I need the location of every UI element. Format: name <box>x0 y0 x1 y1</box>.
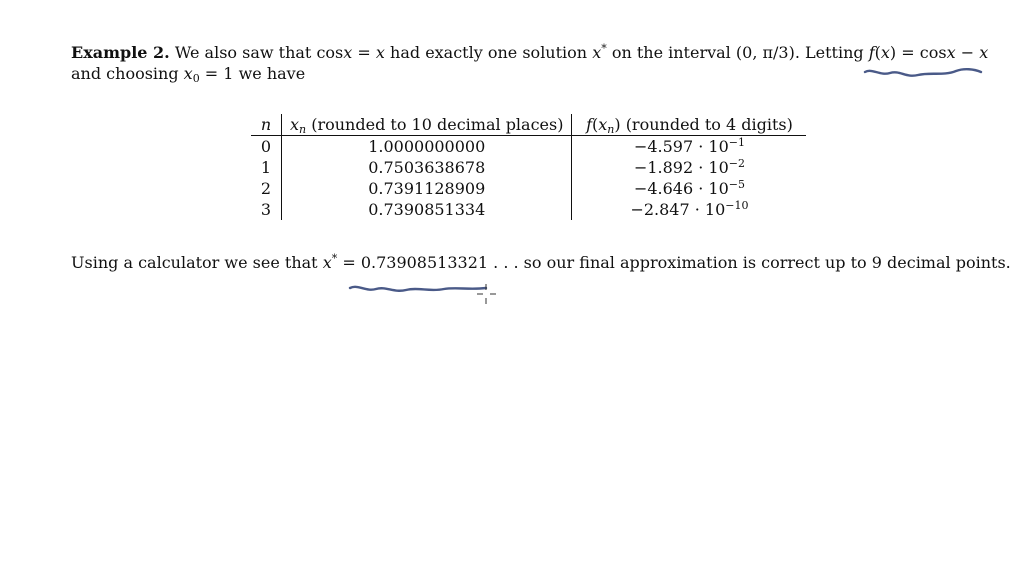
cell-n: 1 <box>251 157 282 178</box>
math-x: x <box>375 43 385 62</box>
cell-n: 3 <box>251 199 282 220</box>
header-xn-sub: n <box>299 123 307 136</box>
cell-fxn <box>572 136 807 158</box>
example-line2-a: and choosing <box>71 64 179 83</box>
header-fxn-var: x <box>598 115 608 134</box>
table-row <box>251 199 806 220</box>
cell-xn: 0.7390851334 <box>282 199 572 220</box>
cell-fxn-mantissa: −2.847 · 10 <box>630 200 726 219</box>
cell-xn: 0.7391128909 <box>282 178 572 199</box>
cos-fn: cos <box>919 43 947 62</box>
cos-fn: cos <box>316 43 344 62</box>
math-x: x <box>343 43 353 62</box>
example-text-a: We also saw that <box>174 43 312 62</box>
table-header-row <box>251 114 806 136</box>
header-fxn: $f(x_n)$ (rounded to 4 digits) <box>572 114 807 136</box>
minus-sign: − <box>960 43 975 62</box>
math-x: x <box>880 43 890 62</box>
header-n <box>251 114 282 136</box>
equals-sign: = <box>204 64 219 83</box>
example-label: Example 2. <box>71 43 170 62</box>
example-text-b: had exactly one solution <box>390 43 588 62</box>
header-xn-var: x <box>290 115 300 134</box>
math-x: x <box>979 43 989 62</box>
x0-subscript: 0 <box>192 72 200 85</box>
cell-fxn-exponent: −10 <box>725 199 749 212</box>
cell-n: 2 <box>251 178 282 199</box>
table-row <box>251 157 806 178</box>
interval: (0, π/3). <box>735 43 800 62</box>
iteration-table <box>251 114 806 220</box>
star-superscript: * <box>601 42 607 55</box>
cell-fxn-exponent: −5 <box>728 178 745 191</box>
header-xn-text: (rounded to 10 decimal places) <box>311 115 564 134</box>
math-xstar: x <box>322 253 332 272</box>
cell-fxn-exponent: −2 <box>728 157 745 170</box>
paren-open: ( <box>874 43 881 62</box>
header-fxn-text: (rounded to 4 digits) <box>625 115 793 134</box>
math-x: x <box>946 43 956 62</box>
conclusion-paragraph <box>71 252 1011 273</box>
cell-fxn <box>572 199 807 220</box>
equals-sign: = <box>342 253 356 272</box>
cell-fxn-mantissa: −4.646 · 10 <box>633 179 729 198</box>
header-fxn-sub: n <box>607 123 615 136</box>
example-text-c: on the interval <box>611 43 731 62</box>
paren-close: ) <box>889 43 897 62</box>
equals-sign: = <box>357 43 371 62</box>
math-x0: x <box>183 64 193 83</box>
math-f: f <box>868 43 875 62</box>
root-value: 0.73908513321 . . . <box>360 253 519 272</box>
conclusion-text-b: so our final approximation is correct up to 9 decimal points. <box>523 253 1011 272</box>
cell-fxn <box>572 157 807 178</box>
cell-xn: 1.0000000000 <box>282 136 572 158</box>
example-paragraph <box>71 42 991 84</box>
header-n-label: n <box>260 115 272 134</box>
header-fxn-f: f <box>586 115 592 134</box>
cell-fxn-mantissa: −4.597 · 10 <box>633 137 729 156</box>
conclusion-text-a: Using a calculator we see that <box>71 253 318 272</box>
example-line2-b: we have <box>238 64 306 83</box>
star-superscript: * <box>331 252 338 265</box>
cell-xn: 0.7503638678 <box>282 157 572 178</box>
header-xn <box>282 114 572 136</box>
cursor-crosshair-icon <box>477 284 496 304</box>
table-row <box>251 136 806 158</box>
cell-n: 0 <box>251 136 282 158</box>
equals-sign: = <box>901 43 915 62</box>
math-xstar: x <box>592 43 602 62</box>
example-text-d: Letting <box>805 43 864 62</box>
underline-annotation-root <box>350 287 486 291</box>
cell-fxn-exponent: −1 <box>728 136 745 149</box>
cell-fxn-mantissa: −1.892 · 10 <box>633 158 729 177</box>
table-row <box>251 178 806 199</box>
initial-value: 1 <box>223 64 234 83</box>
cell-fxn <box>572 178 807 199</box>
